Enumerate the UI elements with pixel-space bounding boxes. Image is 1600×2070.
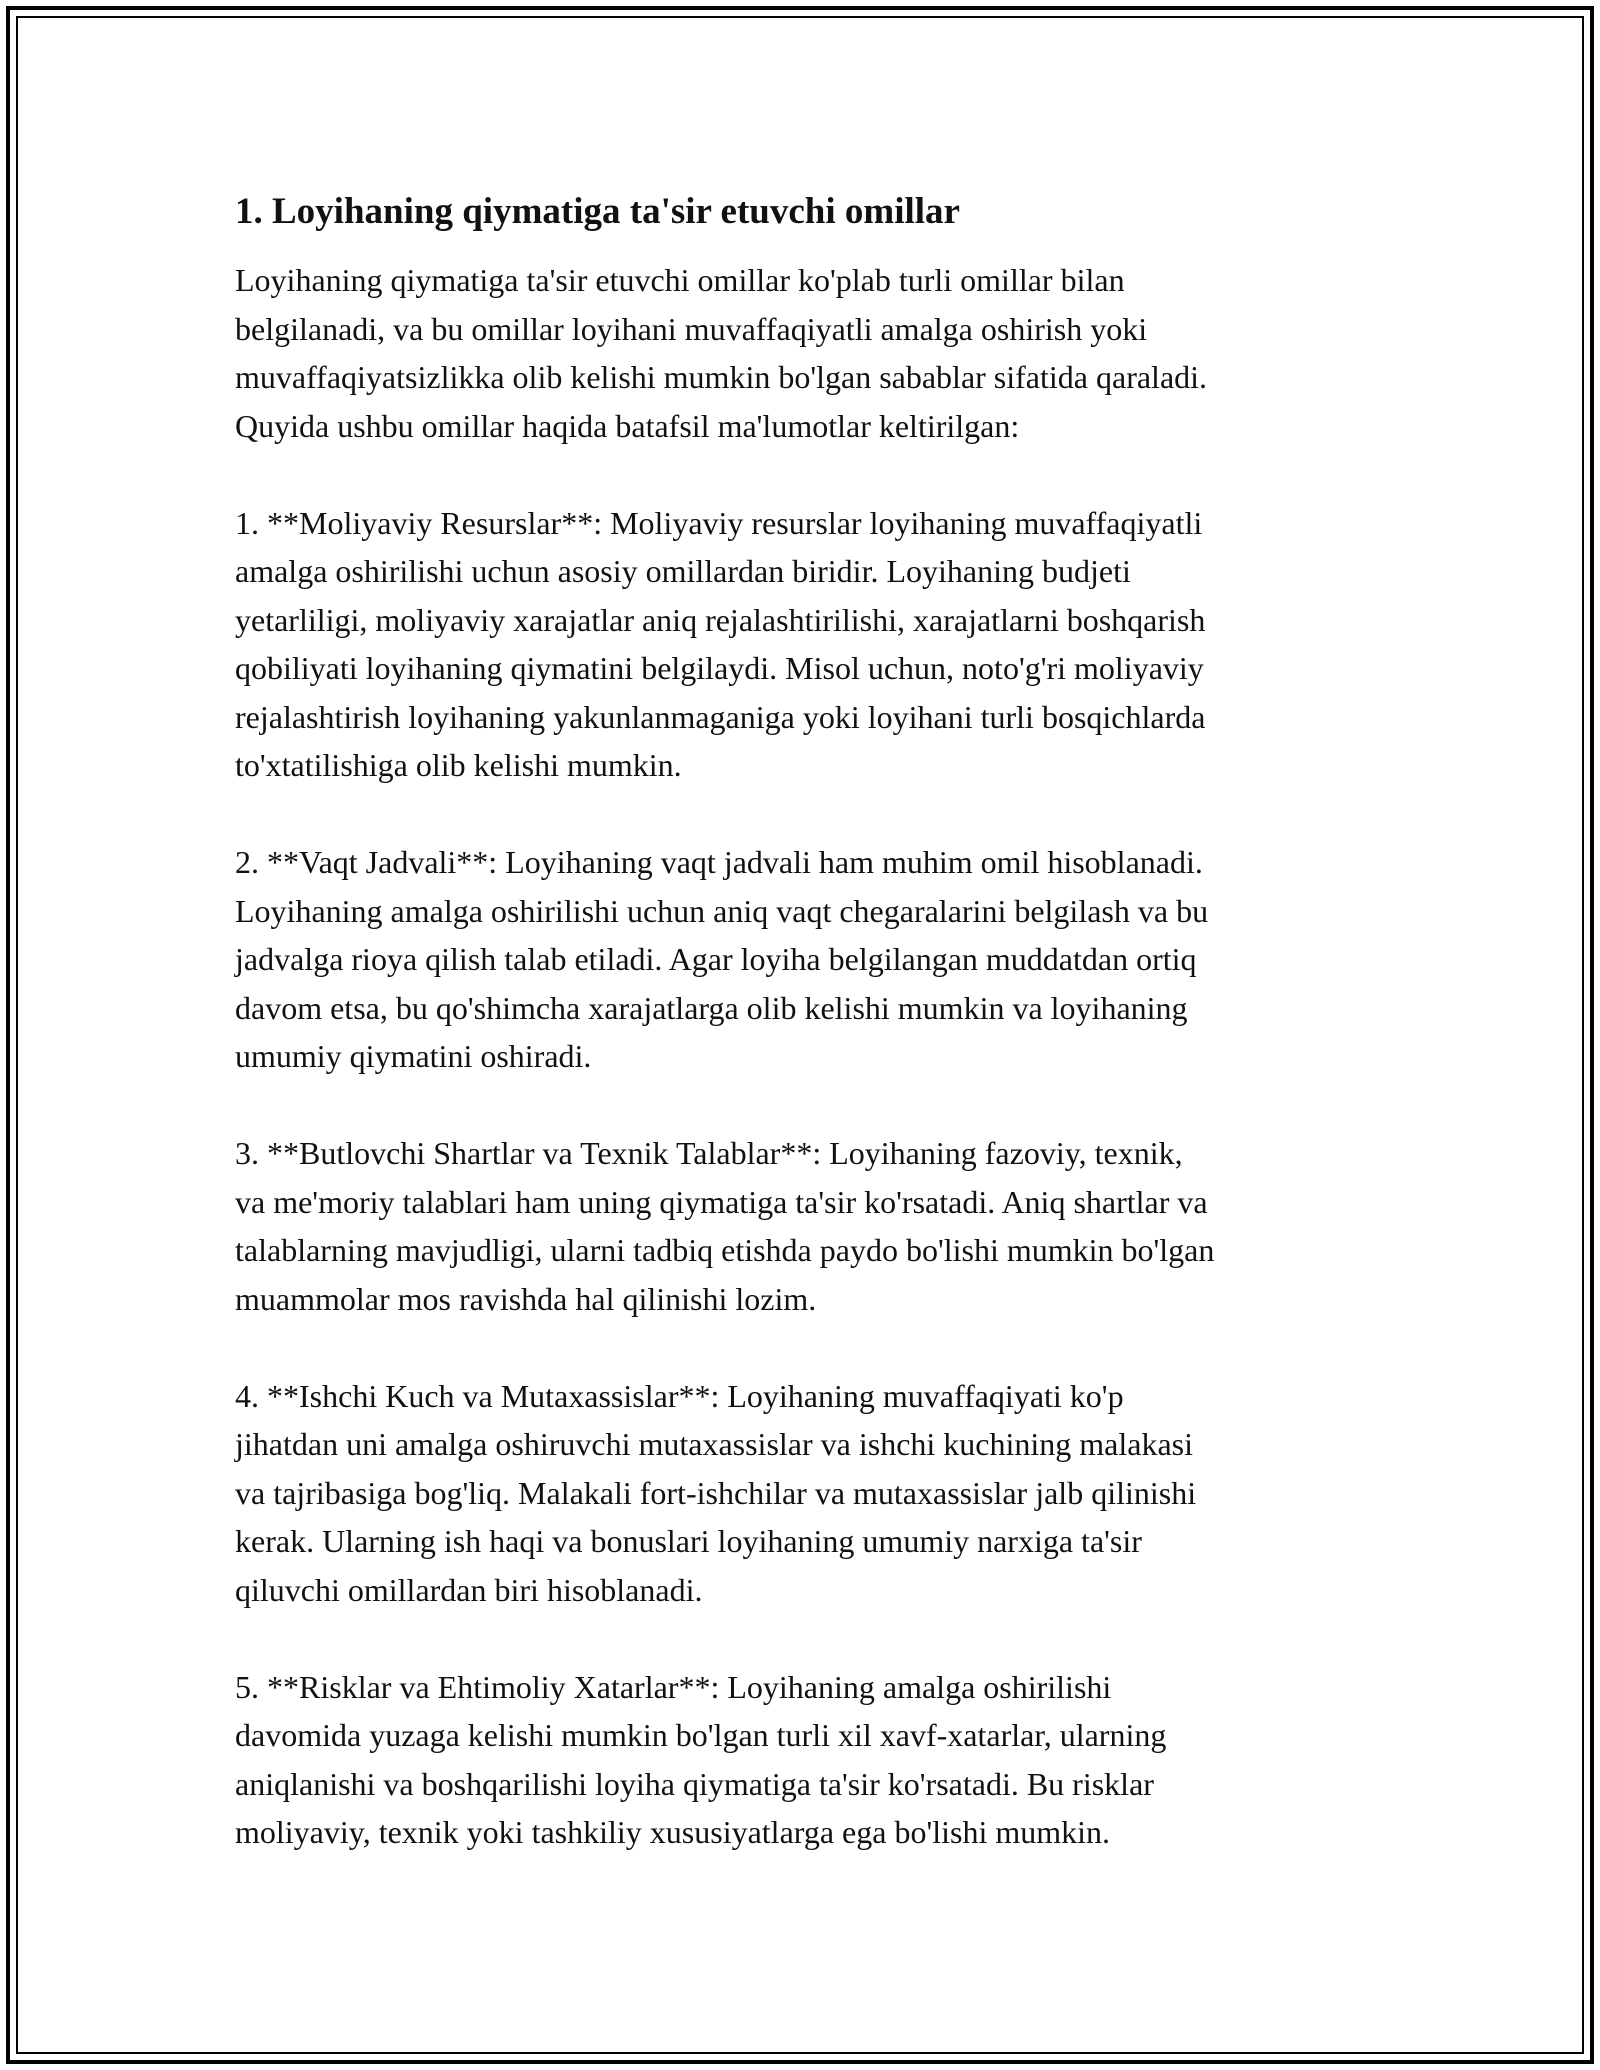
item-vaqt-jadvali: 2. **Vaqt Jadvali**: Loyihaning vaqt jadvali ham muhim omil hisoblanadi. Loyihaning amalga oshirilishi uchun aniq vaqt chegaralarini belgilash va bu jadvalga rioya qilish talab etiladi. Agar loyiha belgilangan muddatdan ortiq davom etsa, bu qo'shimcha xarajatlarga olib kelishi mumkin va loyihaning umumiy qiymatini oshiradi. [235,844,1209,1074]
item-moliyaviy-resurslar: 1. **Moliyaviy Resurslar**: Moliyaviy resurslar loyihaning muvaffaqiyatli amalga oshirilishi uchun asosiy omillardan biridir. Loyihaning budjeti yetarliligi, moliyaviy xarajatlar aniq rejalashtirilishi, xarajatlarni boshqarish qobiliyati loyihaning qiymatini belgilaydi. Misol uchun, noto'g'ri moliyaviy rejalashtirish loyihaning yakunlanmaganiga yoki loyihani turli bosqichlarda to'xtatilishiga olib kelishi mumkin. [235,504,1206,783]
item-butlovchi-shartlar: 3. **Butlovchi Shartlar va Texnik Talablar**: Loyihaning fazoviy, texnik, va me'moriy talablari ham uning qiymatiga ta'sir ko'rsatadi. Aniq shartlar va talablarning mavjudligi, ularni tadbiq etishda paydo bo'lishi mumkin bo'lgan muammolar mos ravishda hal qilinishi lozim. [235,1135,1215,1317]
item-ishchi-kuch: 4. **Ishchi Kuch va Mutaxassislar**: Loyihaning muvaffaqiyati ko'p jihatdan uni amalga oshiruvchi mutaxassislar va ishchi kuchining malakasi va tajribasiga bog'liq. Malakali fort-ishchilar va mutaxassislar jalb qilinishi kerak. Ularning ish haqi va bonuslari loyihaning umumiy narxiga ta'sir qiluvchi omillardan biri hisoblanadi. [235,1377,1197,1608]
item-risklar: 5. **Risklar va Ehtimoliy Xatarlar**: Loyihaning amalga oshirilishi davomida yuzaga kelishi mumkin bo'lgan turli xil xavf-xatarlar, ularning aniqlanishi va boshqarilishi loyiha qiymatiga ta'sir ko'rsatadi. Bu risklar moliyaviy, texnik yoki tashkiliy xususiyatlarga ega bo'lishi mumkin. [235,1668,1167,1850]
document-body [235,188,1365,1905]
intro-paragraph: Loyihaning qiymatiga ta'sir etuvchi omillar ko'plab turli omillar bilan belgilanadi, va bu omillar loyihani muvaffaqiyatli amalga oshirish yoki muvaffaqiyatsizlikka olib kelishi mumkin bo'lgan sabablar sifatida qaraladi. Quyida ushbu omillar haqida batafsil ma'lumotlar keltirilgan: [235,262,1208,444]
section-title: 1. Loyihaning qiymatiga ta'sir etuvchi omillar [235,191,960,232]
